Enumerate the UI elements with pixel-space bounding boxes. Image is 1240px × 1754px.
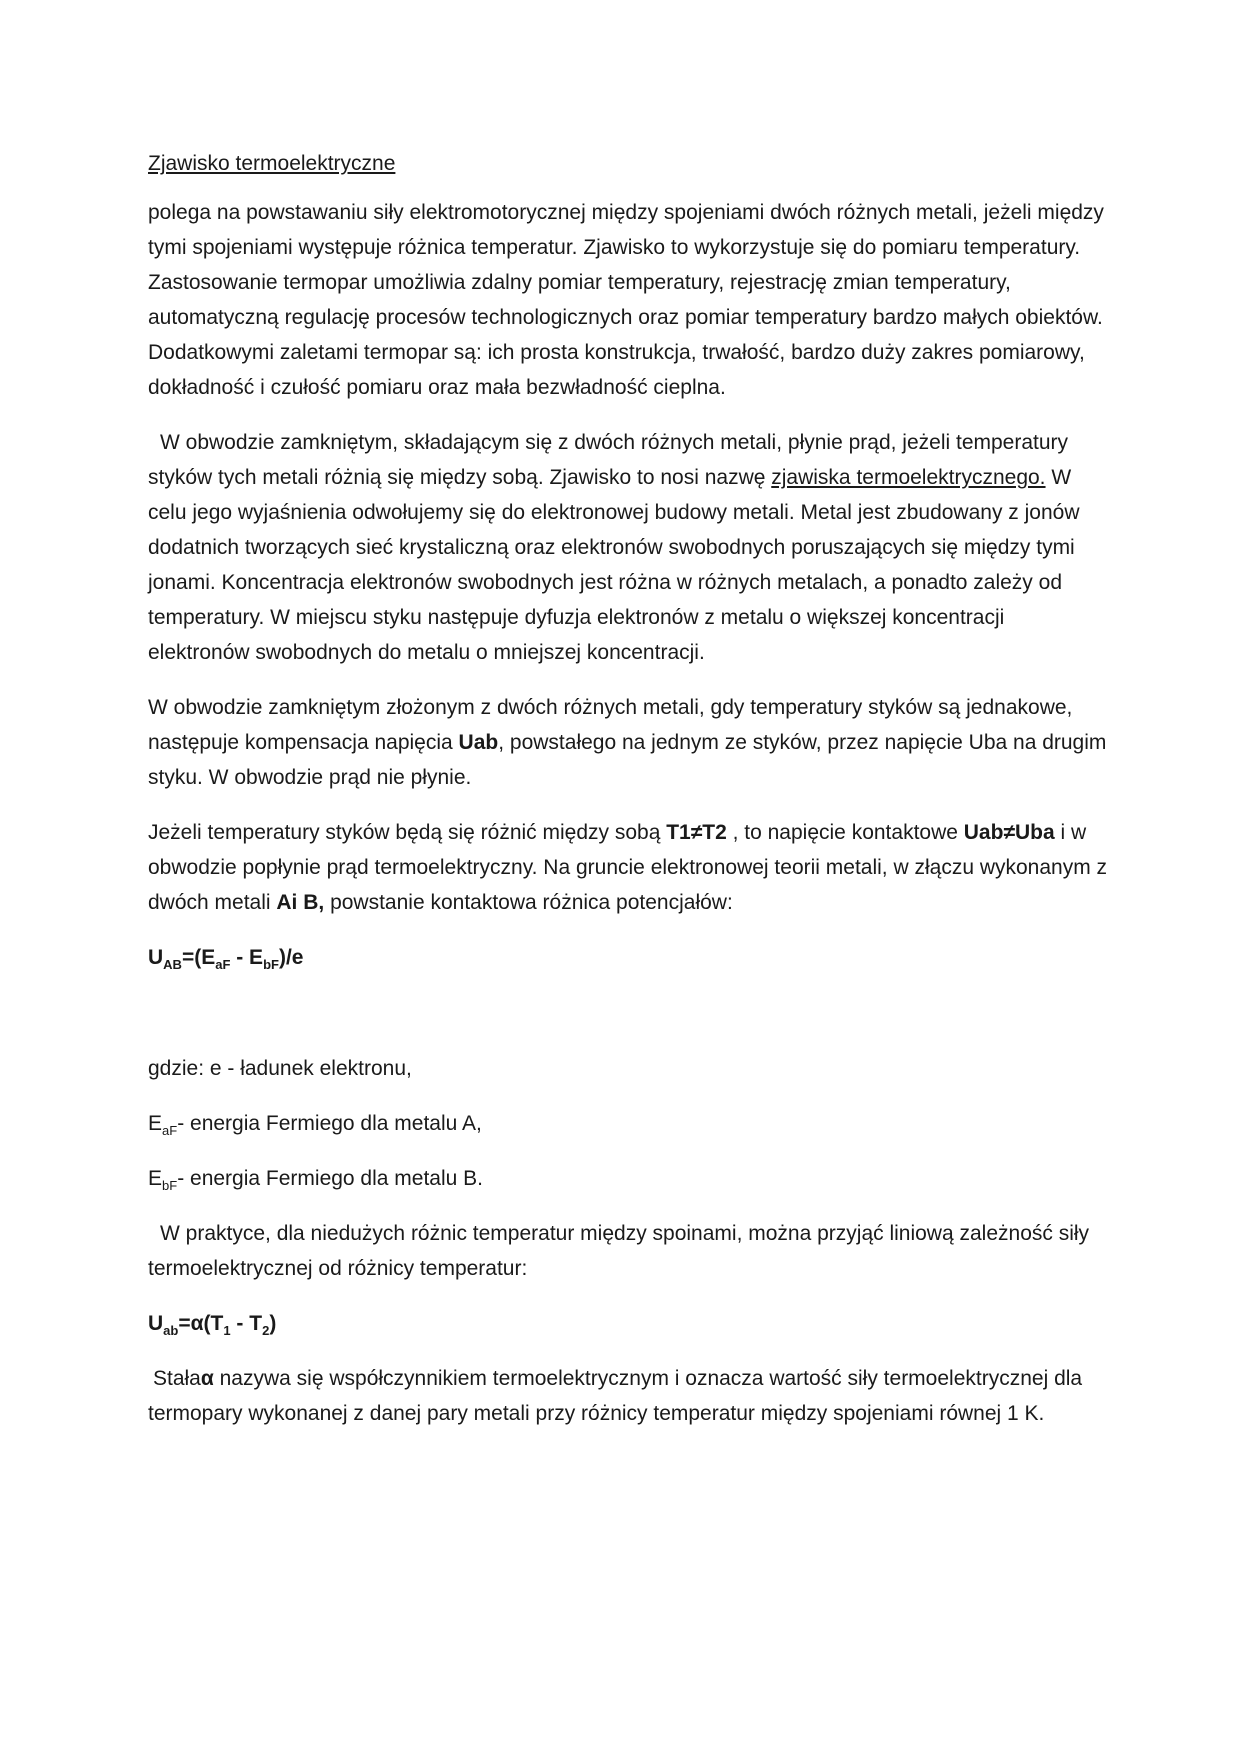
f1-end: )/e — [278, 946, 304, 969]
compensation-text-a: W obwodzie zamkniętym złożonym z dwóch różnych metali, gdy temperatury styków są jednakowe, następuje kompensacja napięcia — [148, 696, 1073, 754]
f2-u: U — [148, 1312, 164, 1335]
symbol-uab: Uab — [458, 731, 499, 754]
paragraph-linear: W praktyce, dla niedużych różnic temperatur między spoinami, można przyjąć liniową zależność siły termoelektrycznej od różnicy temperatur: — [148, 1222, 1090, 1280]
paragraph-intro: polega na powstawaniu siły elektromotorycznej między spojeniami dwóch różnych metali, jeżeli między tymi spojeniami występuje różnica temperatur. Zjawisko to wykorzystuje się do pomiaru temperatury. Zastosowanie termopar umożliwia zdalny pomiar temperatury, rejestrację zmian temperatury, automatyczną regulację procesów technologicznych oraz pomiar temperatury bardzo małych obiektów. Dodatkowymi zaletami termopar są: ich prosta konstrukcja, trwałość, bardzo duży zakres pomiarowy, dokładność i czułość pomiaru oraz mała bezwładność cieplna. — [148, 201, 1104, 399]
def1-sub: aF — [162, 1123, 178, 1139]
paragraph-circuit-text-a: W obwodzie zamkniętym, składającym się z dwóch różnych metali, płynie prąd, jeżeli temperatury styków tych metali różnią się między sobą. Zjawisko to nosi nazwę — [148, 431, 1069, 489]
tempdiff-text-c: , to napięcie kontaktowe — [726, 821, 964, 844]
document-title: Zjawisko termoelektryczne — [148, 152, 396, 175]
f1-eb-sub: bF — [263, 957, 279, 973]
f2-t2-sub: 2 — [262, 1323, 270, 1339]
definition-e: gdzie: e - ładunek elektronu, — [148, 1057, 412, 1080]
tempdiff-text-d: i w obwodzie popłynie prąd termoelektryczny. Na gruncie elektronowej teorii metali, w złączu wykonanym z dwóch metali — [148, 821, 1108, 914]
f2-mid: =α(T — [178, 1312, 224, 1335]
f2-end: ) — [269, 1312, 277, 1335]
compensation-text-c: , powstałego na jednym ze styków, przez napięcie Uba na drugim styku. W obwodzie prąd nie płynie. — [148, 731, 1107, 789]
paragraph-coefficient — [148, 1361, 1108, 1431]
f1-mid: =(E — [181, 946, 216, 969]
paragraph-circuit — [148, 425, 1108, 670]
def1-text: - energia Fermiego dla metalu A, — [177, 1112, 482, 1135]
def1-e: E — [148, 1112, 163, 1135]
coef-text-a: Stała — [153, 1367, 201, 1390]
f1-ea-sub: aF — [215, 957, 231, 973]
f2-u-sub: ab — [163, 1323, 179, 1339]
definition-ebf — [148, 1161, 1108, 1196]
term-link: zjawiska termoelektrycznego. — [771, 466, 1046, 489]
symbol-uab-neq-uba: Uab≠Uba — [963, 821, 1055, 844]
f1-minus: - E — [230, 946, 264, 969]
coef-text-b: nazywa się współczynnikiem termoelektrycznym i oznacza wartość siły termoelektrycznej dla termopary wykonanej z danej pary metali przy różnicy temperatur między spojeniami równej 1 K. — [148, 1367, 1083, 1425]
spacer — [148, 995, 1108, 1051]
f2-minus: - T — [230, 1312, 263, 1335]
tempdiff-text-a: Jeżeli temperatury styków będą się różnić między sobą — [148, 821, 667, 844]
formula-contact-potential — [148, 940, 1108, 975]
def2-text: - energia Fermiego dla metalu B. — [177, 1167, 483, 1190]
definition-eaf — [148, 1106, 1108, 1141]
f1-u-sub: AB — [163, 957, 182, 973]
paragraph-compensation — [148, 690, 1108, 795]
symbol-alpha: α — [200, 1367, 214, 1390]
paragraph-temperature-diff — [148, 815, 1108, 920]
tempdiff-text-e: powstanie kontaktowa różnica potencjałów: — [324, 891, 733, 914]
def2-sub: bF — [162, 1178, 178, 1194]
paragraph-circuit-text-b: W celu jego wyjaśnienia odwołujemy się do elektronowej budowy metali. Metal jest zbudowany z jonów dodatnich tworzących sieć krystaliczną oraz elektronów swobodnych poruszających się między tymi jonami. Koncentracja elektronów swobodnych jest różna w różnych metalach, a ponadto zależy od temperatury. W miejscu styku następuje dyfuzja elektronów z metalu o większej koncentracji elektronów swobodnych do metalu o mniejszej koncentracji. — [148, 466, 1080, 664]
formula-linear — [148, 1306, 1108, 1341]
f2-t1-sub: 1 — [223, 1323, 231, 1339]
def2-e: E — [148, 1167, 163, 1190]
symbol-t1-neq-t2: T1≠T2 — [666, 821, 727, 844]
symbol-a-b: Ai B, — [276, 891, 325, 914]
f1-u: U — [148, 946, 164, 969]
document-page — [148, 146, 1108, 1451]
